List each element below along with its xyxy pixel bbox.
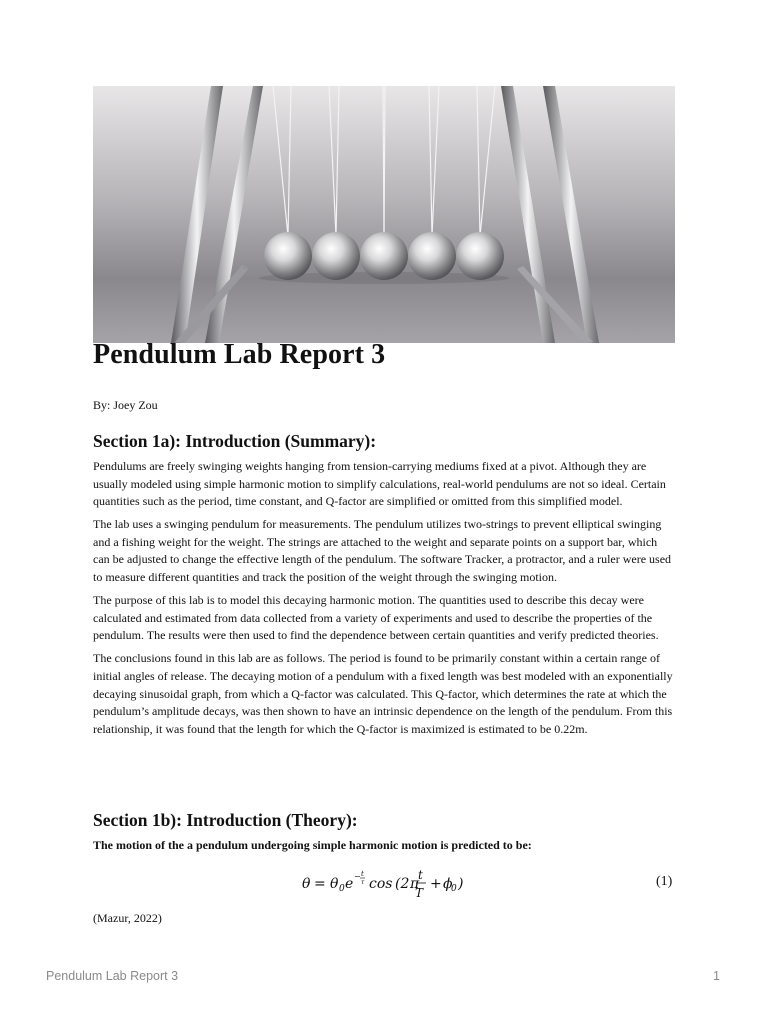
svg-text:T: T <box>415 886 424 900</box>
paragraph: Pendulums are freely swinging weights hanging from tension-carrying mediums fixed at a pivot. Although they are usually modeled using simple harmonic motion to simplify calculations, real-world pendulums are not so ideal. Certain quantities such as the period, time constant, and Q-factor are simplified or omitted from this simplified model. <box>93 459 666 509</box>
equation-lead: The motion of the a pendulum undergoing simple harmonic motion is predicted to be: <box>93 838 532 852</box>
svg-text:cos: cos <box>369 876 393 892</box>
section-heading: Section 1a): Introduction (Summary): <box>93 431 377 451</box>
svg-text:t: t <box>361 870 364 878</box>
author-byline: By: Joey Zou <box>93 398 158 412</box>
svg-text:θ: θ <box>330 876 339 892</box>
section-1a <box>93 430 675 744</box>
paragraph: The purpose of this lab is to model this decaying harmonic motion. The quantities used to describe this decay were calculated and estimated from data collected from a variety of experiments and used to describe the properties of the pendulum. The results were then used to find the dependence between certain quantities and verify predicted theories. <box>93 593 659 643</box>
equation-number: (1) <box>656 874 673 889</box>
footer-title: Pendulum Lab Report 3 <box>46 969 179 983</box>
svg-text:θ: θ <box>302 876 311 892</box>
equation <box>300 864 470 900</box>
section-1b <box>93 809 675 854</box>
newtons-cradle-image <box>93 86 675 343</box>
svg-text:0: 0 <box>339 884 345 894</box>
svg-text:e: e <box>345 876 354 892</box>
paragraph: The conclusions found in this lab are as follows. The period is found to be primarily constant within a certain range of initial angles of release. The decaying motion of a pendulum with a fixed length was best modeled with an exponentially decaying sinusoidal graph, from which a Q-factor was calculated. This Q-factor, which determines the rate at which the pendulum’s amplitude decays, was then shown to have an intrinsic dependence on the length of the pendulum. From this relationship, it was found that the length for which the Q-factor is maximized is estimated to be 0.22m. <box>93 651 673 736</box>
paragraph: The lab uses a swinging pendulum for measurements. The pendulum utilizes two-strings to prevent elliptical swinging and a fishing weight for the weight. The strings are attached to the weight and separate points on a support bar, which can be adjusted to change the effective length of the pendulum. The software Tracker, a protractor, and a ruler were used to measure different quantities and track the position of the weight through the swinging motion. <box>93 517 672 585</box>
svg-text:τ: τ <box>361 879 365 886</box>
svg-text:): ) <box>458 876 464 892</box>
svg-text:+: + <box>430 876 442 892</box>
section-heading: Section 1b): Introduction (Theory): <box>93 810 358 830</box>
page-title: Pendulum Lab Report 3 <box>93 339 386 370</box>
svg-text:π: π <box>410 876 420 892</box>
citation: (Mazur, 2022) <box>93 911 162 925</box>
svg-text:(2: (2 <box>395 876 410 892</box>
svg-text:ϕ: ϕ <box>443 876 453 892</box>
page-number: 1 <box>713 969 720 983</box>
svg-text:t: t <box>418 868 423 882</box>
svg-text:=: = <box>314 876 326 892</box>
svg-text:0: 0 <box>451 884 457 894</box>
svg-text:−: − <box>354 872 361 881</box>
